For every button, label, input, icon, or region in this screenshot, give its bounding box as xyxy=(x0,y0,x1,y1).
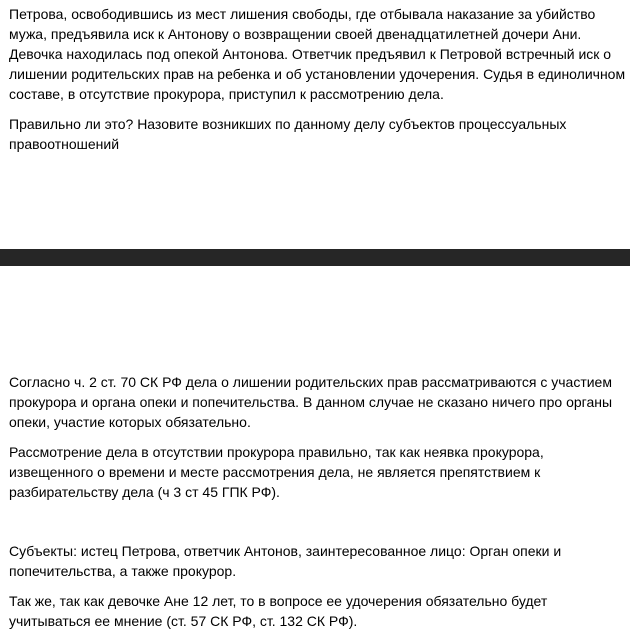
question-paragraph-2: Правильно ли это? Назовите возникших по данному делу субъектов процессуальных правоотношений xyxy=(9,116,567,152)
answer-paragraph-3: Субъекты: истец Петрова, ответчик Антонов, заинтересованное лицо: Орган опеки и попечительства, а также прокурор. xyxy=(9,543,562,579)
answer-paragraph-1: Согласно ч. 2 ст. 70 СК РФ дела о лишении родительских прав рассматриваются с участием прокурора и органа опеки и попечительства. В данном случае не сказано ничего про органы опеки, участие которых обязательно. xyxy=(9,374,613,430)
answer-block-1 xyxy=(9,372,627,502)
question-paragraph-1: Петрова, освободившись из мест лишения свободы, где отбывала наказание за убийство мужа, предъявила иск к Антонову о возвращении своей двенадцатилетней дочери Ани. Девочка находилась под опекой Антонова. Ответчик предъявил к Петровой встречный иск о лишении родительских прав на ребенка и об установлении удочерения. Судья в единоличном составе, в отсутствие прокурора, приступил к рассмотрению дела. xyxy=(9,6,626,102)
answer-paragraph-2: Рассмотрение дела в отсутствии прокурора правильно, так как неявка прокурора, извещенного о времени и месте рассмотрения дела, не является препятствием к разбирательству дела (ч 3 ст 45 ГПК РФ). xyxy=(9,444,544,500)
section-divider xyxy=(0,249,630,266)
question-block xyxy=(9,4,627,154)
answer-paragraph-4: Так же, так как девочке Ане 12 лет, то в вопросе ее удочерения обязательно будет учитываться ее мнение (ст. 57 СК РФ, ст. 132 СК РФ). xyxy=(9,593,548,629)
answer-block-2 xyxy=(9,541,627,631)
